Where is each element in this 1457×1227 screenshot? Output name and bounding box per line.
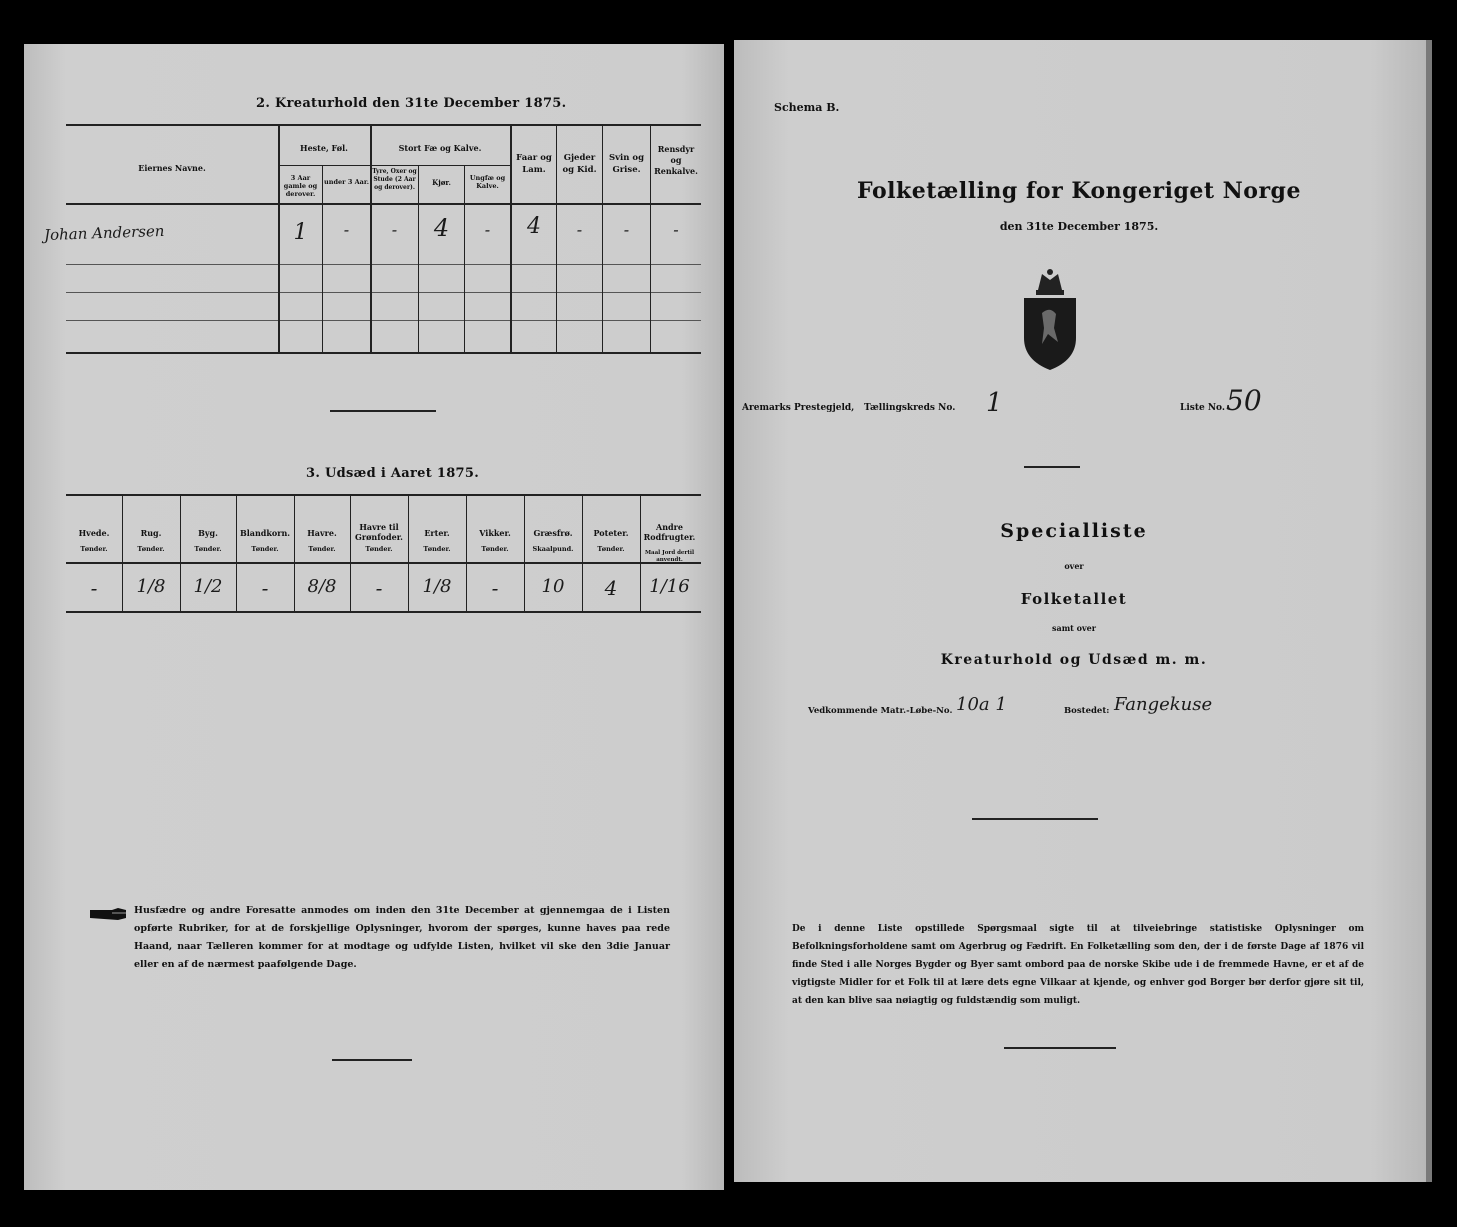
page-fold-shadow (1426, 40, 1432, 1182)
sowing-value: - (90, 576, 98, 600)
header-cows: Kjør. (432, 178, 451, 187)
sowing-col-header: Havre til Grønfoder. (355, 522, 403, 542)
header-horses-young: under 3 Aar. (324, 178, 369, 186)
divider (330, 410, 436, 412)
sowing-col-unit: Tønder. (365, 545, 393, 553)
bosted-value: Fangekuse (1114, 694, 1213, 715)
bosted-label: Bostedet: (1064, 706, 1110, 716)
sowing-col-unit: Tønder. (423, 545, 451, 553)
cows-value: 4 (433, 214, 450, 242)
table2-col-rule (370, 124, 372, 354)
matr-value: 10a 1 (956, 694, 1007, 715)
sowing-col-header: Græsfrø. (533, 528, 573, 538)
sowing-col-header: Rug. (140, 528, 162, 538)
main-subtitle: den 31te December 1875. (999, 220, 1159, 233)
table2-header-rule (66, 203, 701, 205)
tellingskreds-label: Tællingskreds No. (864, 403, 956, 413)
sowing-col-unit: Skaalpund. (532, 545, 574, 553)
bulls-value: - (391, 220, 398, 239)
header-calves: Ungfæ og Kalve. (469, 174, 506, 190)
divider (332, 1059, 412, 1061)
header-goats: Gjeder og Kid. (562, 153, 597, 175)
owner-name: Johan Andersen (43, 221, 165, 245)
coat-of-arms-icon (1020, 268, 1080, 372)
sowing-col-unit: Tønder. (308, 545, 336, 553)
liste-label: Liste No. (1180, 403, 1226, 413)
schema-label: Schema B. (774, 101, 840, 114)
pigs-value: - (623, 220, 630, 239)
header-owner-names: Eiernes Navne. (138, 163, 206, 173)
header-cattle: Stort Fæ og Kalve. (398, 143, 482, 153)
horses-young-value: - (343, 220, 350, 239)
sheep-value: 4 (527, 214, 541, 239)
table2-row-rule (66, 292, 701, 293)
sowing-col-header: Vikker. (479, 528, 511, 538)
over-label: over (1064, 561, 1084, 571)
table3-bottom-rule (66, 611, 701, 613)
sowing-value: 10 (541, 576, 565, 597)
sowing-col-unit: Tønder. (80, 545, 108, 553)
sowing-value: 1/8 (136, 576, 166, 597)
table2-top-rule (66, 124, 701, 126)
samt-over-label: samt over (1052, 623, 1096, 633)
sowing-col-header: Byg. (198, 528, 218, 538)
section2-title: 2. Kreaturhold den 31te December 1875. (256, 96, 567, 111)
header-pigs: Svin og Grise. (608, 153, 645, 175)
table2-col-rule (418, 166, 419, 354)
table2-row-rule (66, 320, 701, 321)
sowing-value: - (491, 576, 499, 600)
sowing-col-header: Hvede. (78, 528, 110, 538)
sowing-value: 8/8 (307, 576, 337, 597)
header-horses: Heste, Føl. (300, 143, 348, 153)
divider (1024, 466, 1080, 468)
specialliste-title: Specialliste (1000, 520, 1148, 542)
pointing-hand-icon (88, 906, 128, 920)
goats-value: - (576, 220, 583, 239)
sowing-col-unit: Maal Jord dertil anvendt. (644, 550, 695, 563)
main-title: Folketælling for Kongeriget Norge (857, 178, 1301, 204)
sowing-col-unit: Tønder. (137, 545, 165, 553)
section3-title: 3. Udsæd i Aaret 1875. (306, 466, 480, 481)
sowing-col-unit: Tønder. (481, 545, 509, 553)
folketallet-title: Folketallet (1020, 590, 1128, 608)
sowing-value: 1/16 (649, 576, 690, 597)
sowing-col-unit: Tønder. (597, 545, 625, 553)
header-bulls: Tyre, Oxer og Stude (2 Aar og derover). (372, 168, 417, 191)
tellingskreds-value: 1 (986, 388, 1003, 418)
sowing-col-header: Blandkorn. (239, 528, 291, 538)
header-reindeer: Rensdyr og Renkalve. (654, 144, 698, 176)
calves-value: - (484, 220, 491, 239)
sowing-col-header: Havre. (307, 528, 337, 538)
table2-col-rule (322, 166, 323, 354)
left-page (24, 44, 724, 1190)
sowing-value: 1/2 (193, 576, 223, 597)
intro-paragraph: De i denne Liste opstillede Spørgsmaal sigte til at tilveiebringe statistiske Oplysninger om Befolkningsforholdene samt om Agerbrug og Fædrift. En Folketælling som den, der i de første Dage af 1876 vil finde Sted i alle Norges Bygder og Byer samt ombord paa de norske Skibe ude i de fremmede Havne, er et af de vigtigste Midler for et Folk til at lære dets egne Vilkaar at kjende, og enhver god Borger bør derfor gjøre sit til, at den kan blive saa nøiagtig og fuldstændig som muligt. (792, 924, 1364, 1006)
right-page (734, 40, 1426, 1182)
matr-label: Vedkommende Matr.-Løbe-No. (808, 706, 953, 716)
sowing-col-header: Erter. (424, 528, 450, 538)
table3-top-rule (66, 494, 701, 496)
divider (972, 818, 1098, 820)
header-sheep: Faar og Lam. (516, 153, 552, 175)
header-horses-old: 3 Aar gamle og derover. (283, 174, 318, 198)
liste-value: 50 (1226, 384, 1262, 417)
table3-header-rule (66, 562, 701, 564)
table2-col-rule (464, 166, 465, 354)
divider (1004, 1047, 1116, 1049)
table2-row-rule (66, 264, 701, 265)
sowing-col-unit: Tønder. (194, 545, 222, 553)
table2-bottom-rule (66, 352, 701, 354)
sowing-col-header: Poteter. (593, 528, 629, 538)
table2-subheader-rule (278, 165, 510, 166)
kreaturhold-title: Kreaturhold og Udsæd m. m. (940, 652, 1208, 668)
sowing-value: 4 (604, 576, 618, 600)
reindeer-value: - (673, 220, 679, 239)
sowing-value: - (261, 576, 269, 600)
notice-text: Husfædre og andre Foresatte anmodes om inden den 31te December at gjennemgaa de i Listen opførte Rubriker, for at de forskjellige Oplysninger, hvorom der spørges, kunne haves paa rede Haand, naar Tælleren kommer for at modtage og udfylde Listen, hvilket vil ske den 3die Januar eller en af de nærmest paafølgende Dage. (134, 905, 670, 970)
sowing-value: - (375, 576, 383, 600)
horses-old-value: 1 (293, 220, 308, 245)
sowing-value: 1/8 (422, 576, 452, 597)
sowing-col-header: Andre Rodfrugter. (643, 522, 696, 542)
prestegjeld-label: Aremarks Prestegjeld, (742, 403, 855, 413)
sowing-col-unit: Tønder. (251, 545, 279, 553)
